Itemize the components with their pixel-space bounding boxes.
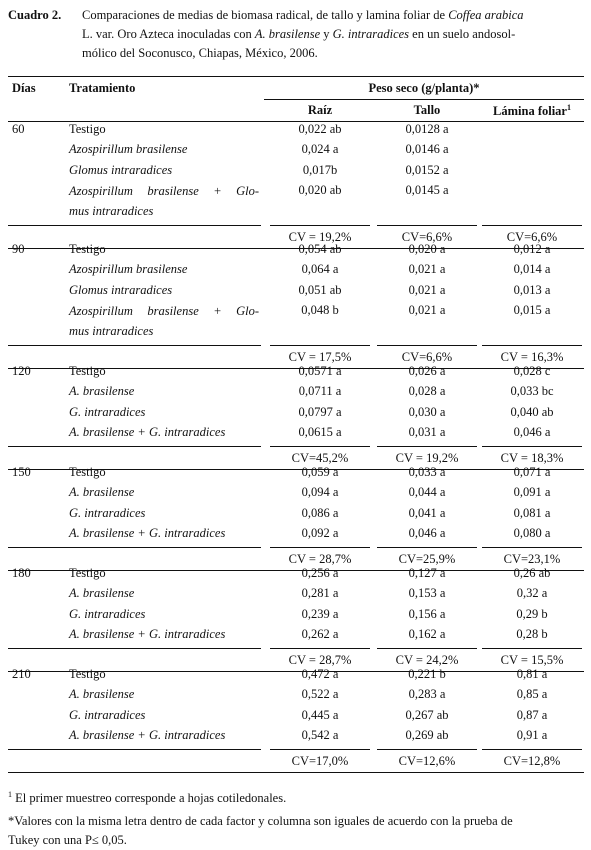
row-tallo: 0,044 a: [408, 485, 446, 500]
row-tallo: 0,030 a: [408, 404, 446, 419]
row-lamina: 0,91 a: [516, 727, 548, 742]
cv-rule: [482, 446, 582, 447]
row-tratamiento: A. brasilense: [69, 485, 135, 500]
row-lamina: 0,015 a: [513, 302, 551, 317]
group-dias: 210: [12, 667, 31, 681]
row-lamina: 0,014 a: [513, 262, 551, 277]
table-top-rule: [8, 76, 584, 77]
cv-tallo: CV = 24,2%: [395, 653, 459, 668]
row-tratamiento-line1: Azospirillum brasilense + Glo-: [69, 183, 259, 198]
row-tratamiento: G. intraradices: [69, 707, 146, 722]
cv-raiz: CV=17,0%: [291, 754, 349, 769]
row-tratamiento: Testigo: [69, 465, 106, 479]
cv-rule: [482, 225, 582, 226]
row-raiz: 0,0615 a: [298, 424, 342, 439]
cv-rule: [482, 749, 582, 750]
row-raiz: 0,256 a: [301, 566, 339, 580]
row-lamina: 0,32 a: [516, 586, 548, 601]
row-tratamiento: Azospirillum brasilense: [69, 262, 188, 277]
row-lamina: 0,29 b: [516, 606, 548, 621]
caption-line2: L. var. Oro Azteca inoculadas con: [82, 27, 255, 41]
row-lamina: 0,012 a: [513, 242, 551, 256]
cv-rule: [8, 648, 261, 649]
row-tratamiento-line2: mus intraradices: [69, 323, 154, 338]
row-tallo: 0,021 a: [408, 282, 446, 297]
row-tallo: 0,0146 a: [405, 142, 449, 157]
row-raiz: 0,022 ab: [298, 122, 342, 136]
row-tallo: 0,021 a: [408, 302, 446, 317]
cv-lamina: CV=12,8%: [503, 754, 561, 769]
cv-rule: [8, 345, 261, 346]
cv-tallo: CV=12,6%: [398, 754, 456, 769]
cv-rule: [482, 648, 582, 649]
group-dias: 120: [12, 364, 31, 378]
row-tratamiento: Testigo: [69, 242, 106, 256]
cv-raiz: CV = 28,7%: [288, 552, 352, 567]
row-tallo: 0,031 a: [408, 424, 446, 439]
row-tratamiento: A. brasilense: [69, 687, 135, 702]
cv-tallo: CV=6,6%: [401, 229, 453, 244]
row-lamina: 0,081 a: [513, 505, 551, 520]
cv-rule: [270, 648, 370, 649]
header-raiz: Raíz: [307, 103, 333, 117]
group-dias: 90: [12, 242, 25, 256]
caption-line2-end: en un suelo andosol-: [409, 27, 516, 41]
row-lamina: 0,85 a: [516, 687, 548, 702]
row-tratamiento-line1: Azospirillum brasilense + Glo-: [69, 303, 259, 318]
row-raiz: 0,024 a: [301, 142, 339, 157]
row-tallo: 0,162 a: [408, 626, 446, 641]
footnote-2-line2: Tukey con una P≤ 0,05.: [8, 833, 127, 848]
cv-lamina: CV = 15,5%: [500, 653, 564, 668]
row-tratamiento: A. brasilense + G. intraradices: [69, 626, 226, 641]
row-lamina: 0,26 ab: [513, 566, 551, 580]
caption-species-2: G. intraradices: [332, 27, 410, 41]
row-tallo: 0,153 a: [408, 586, 446, 601]
row-tratamiento: G. intraradices: [69, 606, 146, 621]
cv-lamina: CV = 16,3%: [500, 349, 564, 364]
row-lamina: 0,033 bc: [510, 384, 554, 399]
group-bottom-rule: [8, 772, 584, 773]
row-raiz: 0,092 a: [301, 525, 339, 540]
row-tallo: 0,127 a: [408, 566, 446, 580]
row-lamina: 0,080 a: [513, 525, 551, 540]
header-lamina-label: Lámina foliar: [493, 104, 567, 119]
row-raiz: 0,281 a: [301, 586, 339, 601]
header-peso-seco: Peso seco (g/planta)*: [368, 81, 480, 95]
row-lamina: 0,091 a: [513, 485, 551, 500]
row-raiz: 0,094 a: [301, 485, 339, 500]
footnote-2: [8, 812, 584, 850]
cv-lamina: CV = 18,3%: [500, 451, 564, 466]
row-tallo: 0,156 a: [408, 606, 446, 621]
header-dias: Días: [12, 81, 36, 95]
cv-rule: [8, 225, 261, 226]
row-lamina: 0,028 c: [513, 364, 551, 378]
cv-rule: [270, 749, 370, 750]
footnote-2-line1: *Valores con la misma letra dentro de cada factor y columna son iguales de acuerdo con la prueba de: [8, 814, 513, 829]
row-tallo: 0,041 a: [408, 505, 446, 520]
row-raiz: 0,054 ab: [298, 242, 342, 256]
cv-raiz: CV = 17,5%: [288, 349, 352, 364]
cv-rule: [8, 446, 261, 447]
group-dias: 150: [12, 465, 31, 479]
row-tratamiento: Testigo: [69, 122, 106, 136]
row-tallo: 0,283 a: [408, 687, 446, 702]
row-tratamiento: [69, 301, 259, 341]
cv-rule: [8, 547, 261, 548]
footnote-1-text: El primer muestreo corresponde a hojas cotiledonales.: [12, 791, 287, 806]
row-tratamiento: Glomus intraradices: [69, 282, 173, 297]
row-raiz: 0,0571 a: [298, 364, 342, 378]
cv-rule: [377, 345, 477, 346]
cv-rule: [377, 648, 477, 649]
row-tratamiento: Testigo: [69, 667, 106, 681]
row-tratamiento: A. brasilense + G. intraradices: [69, 424, 226, 439]
row-raiz: 0,239 a: [301, 606, 339, 621]
row-tallo: 0,020 a: [408, 242, 446, 256]
row-tallo: 0,033 a: [408, 465, 446, 479]
row-lamina: 0,87 a: [516, 707, 548, 722]
row-tallo: 0,269 ab: [405, 727, 449, 742]
group-dias: 60: [12, 122, 25, 136]
row-lamina: 0,81 a: [516, 667, 548, 681]
row-tratamiento-line2: mus intraradices: [69, 203, 154, 218]
row-tratamiento: Glomus intraradices: [69, 162, 173, 177]
row-raiz: 0,086 a: [301, 505, 339, 520]
row-tratamiento: A. brasilense: [69, 384, 135, 399]
cv-rule: [482, 547, 582, 548]
cv-rule: [377, 225, 477, 226]
row-raiz: 0,445 a: [301, 707, 339, 722]
row-lamina: 0,071 a: [513, 465, 551, 479]
row-lamina: 0,046 a: [513, 424, 551, 439]
row-tratamiento: A. brasilense + G. intraradices: [69, 727, 226, 742]
caption-line1: Comparaciones de medias de biomasa radical, de tallo y lamina foliar de: [82, 8, 449, 22]
header-tratamiento: Tratamiento: [69, 81, 136, 95]
cv-tallo: CV=6,6%: [401, 349, 453, 364]
row-raiz: 0,542 a: [301, 727, 339, 742]
cv-lamina: CV=6,6%: [506, 229, 558, 244]
row-tratamiento: Testigo: [69, 566, 106, 580]
cv-tallo: CV=25,9%: [398, 552, 456, 567]
row-tallo: 0,221 b: [408, 667, 446, 681]
caption-species: Coffea arabica: [448, 8, 524, 22]
header-span-rule: [264, 99, 584, 100]
row-tallo: 0,0152 a: [405, 162, 449, 177]
row-raiz: 0,017b: [302, 162, 338, 177]
header-tallo: Tallo: [413, 103, 441, 117]
group-dias: 180: [12, 566, 31, 580]
row-tallo: 0,028 a: [408, 384, 446, 399]
caption-line3: mólico del Soconusco, Chiapas, México, 2006.: [82, 46, 318, 60]
row-raiz: 0,0711 a: [298, 384, 342, 399]
cv-rule: [270, 547, 370, 548]
caption-conj: y: [320, 27, 333, 41]
caption-label: Cuadro 2.: [8, 8, 62, 22]
row-tratamiento: Azospirillum brasilense: [69, 142, 188, 157]
cv-tallo: CV = 19,2%: [395, 451, 459, 466]
cv-rule: [8, 749, 261, 750]
row-raiz: 0,472 a: [301, 667, 339, 681]
row-raiz: 0,0797 a: [298, 404, 342, 419]
cv-rule: [377, 547, 477, 548]
row-raiz: 0,051 ab: [298, 282, 342, 297]
row-raiz: 0,020 ab: [298, 182, 342, 197]
row-lamina: 0,013 a: [513, 282, 551, 297]
cv-rule: [270, 446, 370, 447]
footnote-1-mark: 1: [8, 790, 12, 799]
caption-text: [82, 6, 584, 63]
row-tallo: 0,0128 a: [405, 122, 449, 136]
footnote-1: [8, 785, 584, 808]
row-raiz: 0,522 a: [301, 687, 339, 702]
header-lamina: [482, 103, 582, 119]
cv-rule: [482, 345, 582, 346]
row-raiz: 0,059 a: [301, 465, 339, 479]
cv-lamina: CV=23,1%: [503, 552, 561, 567]
row-tratamiento: Testigo: [69, 364, 106, 378]
row-tratamiento: G. intraradices: [69, 505, 146, 520]
cv-rule: [270, 345, 370, 346]
header-lamina-note: 1: [566, 103, 571, 112]
row-tratamiento: A. brasilense + G. intraradices: [69, 525, 226, 540]
row-lamina: 0,040 ab: [510, 404, 554, 419]
cv-rule: [377, 446, 477, 447]
row-tratamiento: [69, 181, 259, 221]
cv-raiz: CV = 28,7%: [288, 653, 352, 668]
row-raiz: 0,064 a: [301, 262, 339, 277]
row-tallo: 0,046 a: [408, 525, 446, 540]
cv-raiz: CV = 19,2%: [288, 229, 352, 244]
row-tallo: 0,0145 a: [405, 182, 449, 197]
table-caption: [8, 6, 584, 63]
footnotes: [8, 785, 584, 850]
cv-rule: [377, 749, 477, 750]
row-raiz: 0,262 a: [301, 626, 339, 641]
row-tallo: 0,021 a: [408, 262, 446, 277]
cv-rule: [270, 225, 370, 226]
cv-raiz: CV=45,2%: [291, 451, 349, 466]
row-tratamiento: G. intraradices: [69, 404, 146, 419]
row-tallo: 0,267 ab: [405, 707, 449, 722]
row-tratamiento: A. brasilense: [69, 586, 135, 601]
row-tallo: 0,026 a: [408, 364, 446, 378]
caption-species-1: A. brasilense: [254, 27, 321, 41]
row-lamina: 0,28 b: [516, 626, 548, 641]
row-raiz: 0,048 b: [301, 302, 339, 317]
